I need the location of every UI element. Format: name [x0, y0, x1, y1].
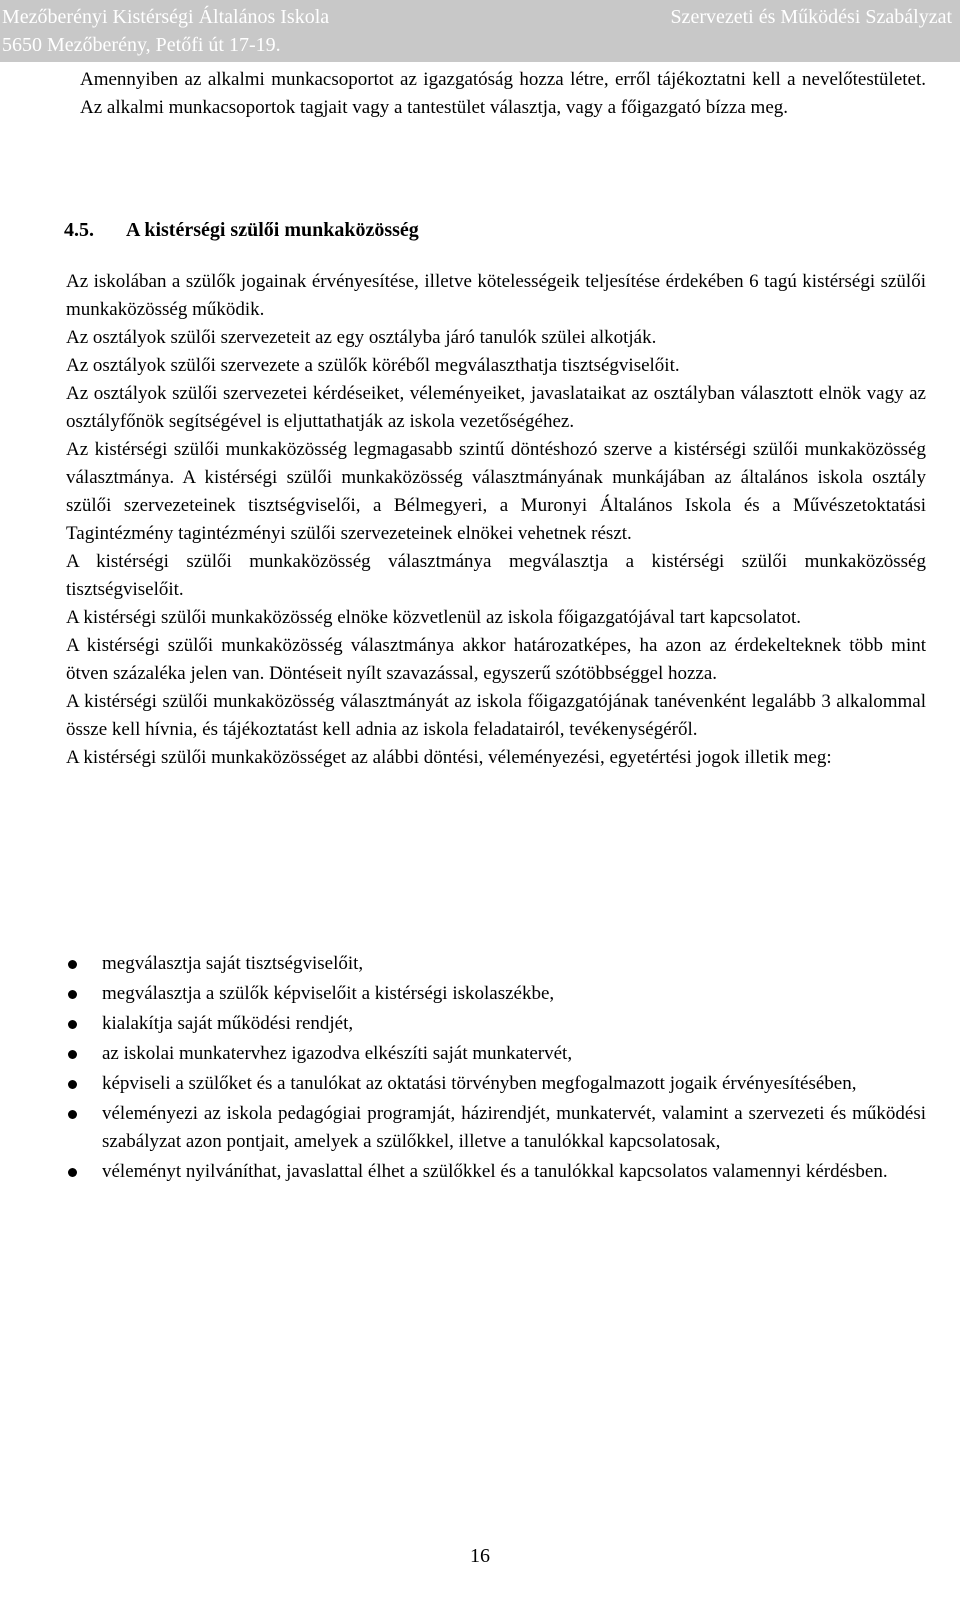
paragraph: A kistérségi szülői munkaközösség választmánya megválasztja a kistérségi szülői munkaközösség tisztségviselőit. — [66, 551, 926, 600]
list-item — [66, 1040, 926, 1068]
intro-paragraph: Amennyiben az alkalmi munkacsoportot az igazgatóság hozza létre, erről tájékoztatni kell a nevelőtestületet. Az alkalmi munkacsoportok tagjait vagy a tantestület választja, vagy a főigazgató bízza meg. — [80, 69, 926, 118]
paragraph: Az kistérségi szülői munkaközösség legmagasabb szintű döntéshozó szerve a kistérségi szülői munkaközösség választmánya. A kistérségi szülői munkaközösség választmányának munkájában az általános iskola osztály szülői szervezeteinek tisztségviselői, a Bélmegyeri, a Muronyi Általános Iskola és a Művészetoktatási Tagintézmény tagintézményi szülői szervezeteinek elnökei vehetnek részt. — [66, 439, 926, 544]
list-item — [66, 1010, 926, 1038]
bullet-icon — [68, 1050, 77, 1059]
page-header — [0, 0, 960, 62]
list-item-text: megválasztja saját tisztségviselőit, — [102, 953, 364, 974]
paragraph: A kistérségi szülői munkaközösség elnöke közvetlenül az iskola főigazgatójával tart kapcsolatot. — [66, 607, 801, 628]
list-item-text: megválasztja a szülők képviselőit a kistérségi iskolaszékbe, — [102, 983, 555, 1004]
bullet-icon — [68, 1110, 77, 1119]
bullet-icon — [68, 1080, 77, 1089]
header-address: 5650 Mezőberény, Petőfi út 17-19. — [2, 34, 281, 56]
paragraph: A kistérségi szülői munkaközösség választmánya akkor határozatképes, ha azon az érdekelteknek több mint ötven százaléka jelen van. Döntéseit nyílt szavazással, egyszerű szótöbbséggel hozza. — [66, 635, 926, 684]
bullet-icon — [68, 1168, 77, 1177]
paragraph: Az osztályok szülői szervezete a szülők köréből megválaszthatja tisztségviselőit. — [66, 355, 680, 376]
page-number: 16 — [470, 1545, 490, 1567]
list-item-text: az iskolai munkatervhez igazodva elkészíti saját munkatervét, — [102, 1043, 573, 1064]
paragraph: Az osztályok szülői szervezeteit az egy osztályba járó tanulók szülei alkotják. — [66, 327, 657, 348]
bullet-icon — [68, 960, 77, 969]
bullet-icon — [68, 990, 77, 999]
paragraph: A kistérségi szülői munkaközösséget az alábbi döntési, véleményezési, egyetértési jogok illetik meg: — [66, 747, 832, 768]
paragraph: A kistérségi szülői munkaközösség választmányát az iskola főigazgatójának tanévenként legalább 3 alkalommal össze kell hívnia, és tájékoztatást kell adnia az iskola feladatairól, tevékenységéről. — [66, 691, 926, 740]
section-title: A kistérségi szülői munkaközösség — [126, 219, 419, 241]
list-item — [66, 1100, 926, 1156]
section-heading — [64, 216, 419, 244]
section-number: 4.5. — [64, 219, 94, 241]
section-body — [66, 268, 926, 772]
header-school-name: Mezőberényi Kistérségi Általános Iskola — [2, 6, 330, 28]
list-item-text: képviseli a szülőket és a tanulókat az oktatási törvényben megfogalmazott jogaik érvényesítésében, — [102, 1073, 857, 1094]
list-item-text: véleményezi az iskola pedagógiai programját, házirendjét, munkatervét, valamint a szervezeti és működési szabályzat azon pontjait, amelyek a szülőkkel, illetve a tanulókkal kapcsolatosak, — [102, 1103, 926, 1152]
header-document-title: Szervezeti és Működési Szabályzat — [670, 6, 952, 28]
bullet-icon — [68, 1020, 77, 1029]
list-item-text: kialakítja saját működési rendjét, — [102, 1013, 354, 1034]
list-item — [66, 950, 926, 978]
list-item-text: véleményt nyilváníthat, javaslattal élhet a szülőkkel és a tanulókkal kapcsolatos valamennyi kérdésben. — [102, 1161, 888, 1182]
list-item — [66, 980, 926, 1008]
list-item — [66, 1158, 926, 1186]
list-item — [66, 1070, 926, 1098]
paragraph: Az iskolában a szülők jogainak érvényesítése, illetve kötelességeik teljesítése érdekében 6 tagú kistérségi szülői munkaközösség működik. — [66, 271, 926, 320]
rights-list — [66, 950, 926, 1188]
paragraph: Az osztályok szülői szervezetei kérdéseiket, véleményeiket, javaslataikat az osztályban választott elnök vagy az osztályfőnök segítségével is eljuttathatják az iskola vezetőségéhez. — [66, 383, 926, 432]
